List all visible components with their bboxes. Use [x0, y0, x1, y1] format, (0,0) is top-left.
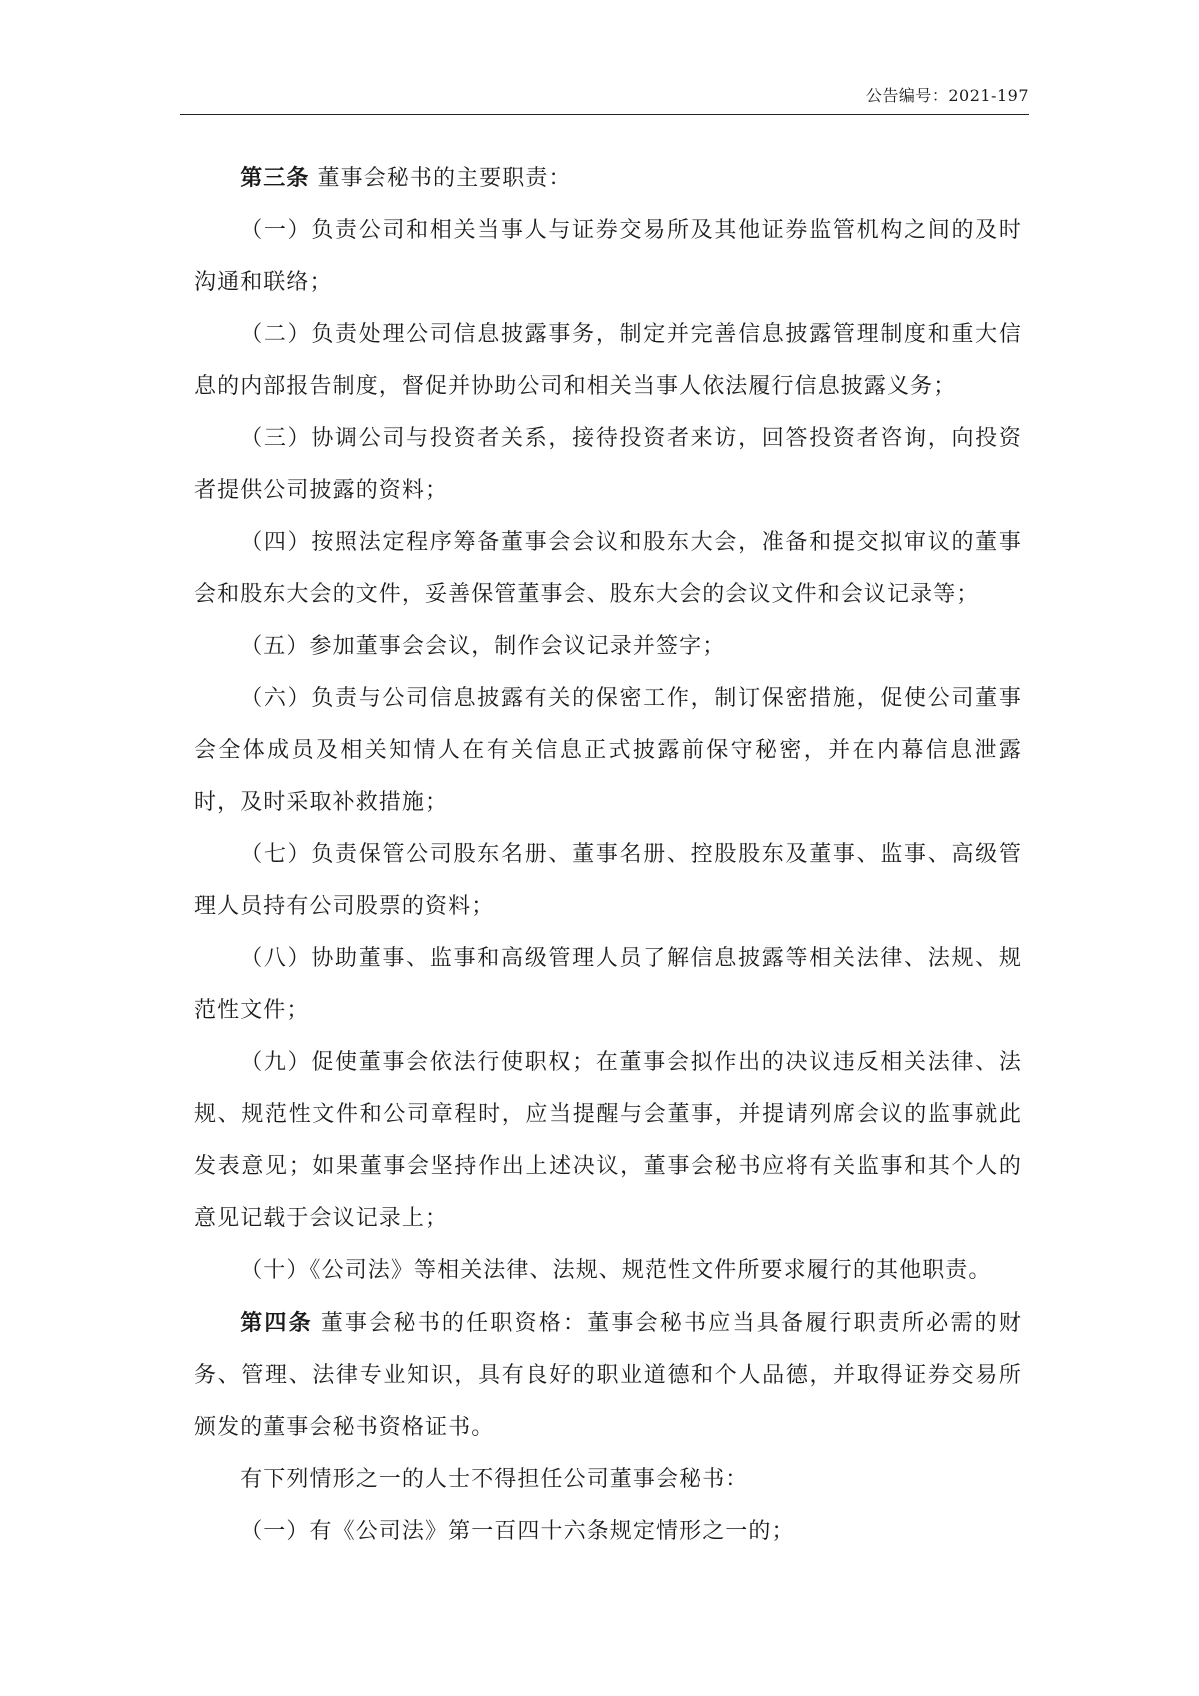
article-3-item-7: （七）负责保管公司股东名册、董事名册、控股股东及董事、监事、高级管理人员持有公司股票的资料； — [194, 842, 1022, 919]
article-3-item-3: （三）协调公司与投资者关系，接待投资者来访，回答投资者咨询，向投资者提供公司披露的资料； — [194, 426, 1022, 503]
article-3-item-1: （一）负责公司和相关当事人与证券交易所及其他证券监管机构之间的及时沟通和联络； — [194, 218, 1022, 295]
article-4-heading — [194, 1297, 1022, 1454]
article-3-item-2: （二）负责处理公司信息披露事务，制定并完善信息披露管理制度和重大信息的内部报告制度，督促并协助公司和相关当事人依法履行信息披露义务； — [194, 322, 1022, 399]
article-3-item-10: （十）《公司法》等相关法律、法规、规范性文件所要求履行的其他职责。 — [240, 1258, 992, 1283]
announcement-number: 公告编号：2021-197 — [865, 86, 1029, 105]
article-3-item-9: （九）促使董事会依法行使职权；在董事会拟作出的决议违反相关法律、法规、规范性文件和公司章程时，应当提醒与会董事，并提请列席会议的监事就此发表意见；如果董事会坚持作出上述决议，董事会秘书应将有关监事和其个人的意见记载于会议记录上； — [194, 1050, 1022, 1231]
document-body — [194, 152, 1022, 1558]
article-4-lead: 董事会秘书的任职资格：董事会秘书应当具备履行职责所必需的财务、管理、法律专业知识，具有良好的职业道德和个人品德，并取得证券交易所颁发的董事会秘书资格证书。 — [194, 1311, 1022, 1440]
article-3-item-4: （四）按照法定程序筹备董事会会议和股东大会，准备和提交拟审议的董事会和股东大会的文件，妥善保管董事会、股东大会的会议文件和会议记录等； — [194, 530, 1022, 607]
article-3-lead: 董事会秘书的主要职责： — [317, 166, 572, 191]
article-3-item-6: （六）负责与公司信息披露有关的保密工作，制订保密措施，促使公司董事会全体成员及相关知情人在有关信息正式披露前保守秘密，并在内幕信息泄露时，及时采取补救措施； — [194, 686, 1022, 815]
article-3-heading — [194, 152, 1022, 205]
article-4-paragraph: 有下列情形之一的人士不得担任公司董事会秘书： — [240, 1467, 749, 1492]
page-header — [180, 86, 1029, 115]
article-3-item-8: （八）协助董事、监事和高级管理人员了解信息披露等相关法律、法规、规范性文件； — [194, 946, 1022, 1023]
article-4-title: 第四条 — [240, 1310, 313, 1336]
article-3-item-5: （五）参加董事会会议，制作会议记录并签字； — [240, 634, 726, 659]
article-4-item-1: （一）有《公司法》第一百四十六条规定情形之一的； — [240, 1519, 795, 1544]
article-3-title: 第三条 — [240, 165, 310, 191]
